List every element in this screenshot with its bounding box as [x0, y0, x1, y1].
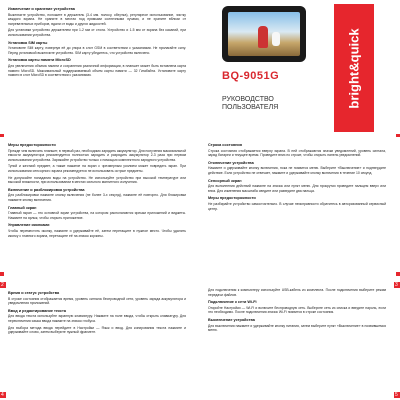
section-heading: Установка SIM карты	[8, 40, 48, 45]
section-heading: Выключение устройства	[208, 317, 255, 322]
paragraph: Чтобы переместить иконку, нажмите и удерживайте её, затем перетащите в нужное место. Чтобы удалить иконку с главного экрана, перетащите её на значок корзины.	[8, 228, 186, 238]
paragraph: Тупой и жесткий предмет, а также нажатие на экран с чрезмерным усилием может повредить экран. При использовании сенсорного экрана рекомендуется не использовать острые предметы.	[8, 164, 186, 173]
section-heading: Управление иконками	[8, 223, 50, 228]
paragraph: Для установки устройство держателем при 1-2 мм от стола. Устройство и 1-5 мм от экрана без касаний, при использовании устройства.	[8, 28, 186, 37]
paragraph: Главный экран — это основной экран устройства, на котором располагаются ярлыки приложений и виджеты. Нажмите на ярлык, чтобы открыть приложение.	[8, 211, 186, 220]
paragraph: В строке состояния отображается время, уровень сигнала беспроводной сети, уровень заряда аккумулятора и уведомления приложений.	[8, 296, 186, 306]
text-column-bottom-right	[208, 288, 386, 335]
paragraph: Для выбора метода ввода перейдите в Настройки — Язык и ввод. Для копирования текста нажмите и удерживайте слово, затем выберите нужный фрагмент.	[8, 325, 186, 335]
page-number-badge	[0, 282, 6, 288]
section-heading: Главный экран	[8, 205, 37, 210]
section-heading: Отключение устройства	[208, 160, 254, 165]
paragraph: Для выключения нажмите и удерживайте кнопку питания, затем выберите пункт «Выключение» в появившемся меню.	[208, 323, 386, 333]
paragraph: Выключите устройство, положите в держатель (3-4 мм. полосу, обертка), регулярное использование, чистку каждого экрана. Не храните в местах под прямыми солнечными лучами, и не храните вблизи от нагревательных приборов, вдали от воды и других жидкостей.	[8, 12, 186, 26]
section-heading: Меры предосторожности	[8, 143, 56, 147]
text-column-middle-right	[208, 140, 386, 213]
paragraph: Для выполнения действий нажмите на значок или пункт меню. Для прокрутки проведите пальцем вверх или вниз. Для изменения масштаба сведите или разведите два пальца.	[208, 184, 386, 193]
section-heading: Строка состояния	[208, 143, 242, 147]
page-marker	[396, 134, 400, 137]
page-number-badge	[394, 392, 400, 398]
brand-text: bright&quick	[346, 27, 362, 109]
paragraph: Не допускайте попадания воды на устройство. Не используйте устройство при высокой температуре или высокой влажности, при использовании в местах сильного магнитного излучения.	[8, 175, 186, 185]
person-figure	[272, 32, 280, 46]
page-tab	[396, 272, 400, 276]
subtitle-line: ПОЛЬЗОВАТЕЛЯ	[222, 104, 279, 111]
paragraph: Не разбирайте устройство самостоятельно. В случае неисправности обратитесь в авторизованный сервисный центр.	[208, 201, 386, 211]
model-title: BQ-9051G	[222, 70, 280, 82]
section-heading: Извлечение и хранение устройства	[8, 7, 75, 11]
section-heading: Время и статус устройства	[8, 291, 60, 295]
page-number: 3	[395, 282, 398, 288]
paragraph: Установите SIM карту, повернув её до упора в слот GSM в соответствии с указаниями. Не прилагайте силу. Перед установкой выключите устройство. SIM карту убедитесь, что устройство включено.	[8, 46, 186, 55]
manual-subtitle	[222, 96, 278, 112]
paragraph: Для разблокировки нажмите кнопку включения (не более 3-х секунд), нажмите её повторно. Для блокировки нажмите кнопку включения.	[8, 193, 186, 202]
brand-logo	[334, 4, 374, 132]
paragraph: Для подключения к компьютеру используйте USB-кабель из комплекта. После подключения выберите режим передачи файлов.	[208, 288, 386, 297]
tablet-screen	[228, 12, 300, 56]
paragraph: Строка состояния отображается вверху экрана. В ней отображаются значки уведомлений, уровень сигнала, заряд батареи и текущее время. Проведите вниз по строке, чтобы открыть панель уведомлений.	[208, 148, 386, 158]
text-column-top-left	[8, 4, 186, 80]
paragraph: Прежде чем включить планшет, в первый раз, необходимо зарядить аккумулятор. Для получения максимальной емкости аккумулятора рекомендуется полностью зарядить и разрядить аккумулятор 2-3 раза при первом использовании устройства. Заряжайте устройство только с помощью комплектного зарядного устройства.	[8, 148, 186, 162]
page-number: 4	[1, 392, 4, 398]
page-tab	[0, 272, 4, 276]
tablet-image	[222, 6, 306, 62]
page-number: 5	[395, 392, 398, 398]
page-marker	[0, 134, 4, 137]
section-heading: Включение и разблокировка устройства	[8, 187, 85, 192]
text-column-bottom-left	[8, 288, 186, 337]
text-column-middle-left	[8, 140, 186, 240]
person-figure	[258, 26, 268, 48]
section-heading: Ввод и редактирование текста	[8, 308, 66, 313]
page-number-badge	[0, 392, 6, 398]
section-heading: Установка карты памяти MicroSD	[8, 58, 71, 63]
paragraph: Откройте Настройки — Wi-Fi и включите беспроводную сеть. Выберите сеть из списка и введите пароль, если это необходимо. После подключения значок Wi-Fi появится в строке состояния.	[208, 305, 386, 315]
paragraph: Нажмите и удерживайте кнопку включения, пока не появится меню. Выберите «Выключение» и подтвердите действие. Если устройство не отвечает, нажмите и удерживайте кнопку включения в течение 10 секунд.	[208, 166, 386, 175]
paragraph: Для ввода текста используйте экранную клавиатуру. Нажмите на поле ввода, чтобы открыть клавиатуру. Для переключения языка ввода нажмите на значок глобуса.	[8, 314, 186, 323]
section-heading: Подключение к сети Wi-Fi	[208, 300, 257, 305]
page-number-badge	[394, 282, 400, 288]
page-number: 2	[1, 282, 4, 288]
subtitle-line: РУКОВОДСТВО	[222, 96, 274, 103]
section-heading: Меры предосторожности	[208, 196, 256, 201]
section-heading: Сенсорный экран	[208, 178, 242, 183]
paragraph: Для увеличения объема памяти и сохранения различной информации, в планшет может быть вставлена карта памяти MicroSD. Максимальный поддерживаемый объем карты памяти — 32 Гигабайта. Установите карту памяти в слот MicroSD в соответствии с указаниями.	[8, 63, 186, 78]
